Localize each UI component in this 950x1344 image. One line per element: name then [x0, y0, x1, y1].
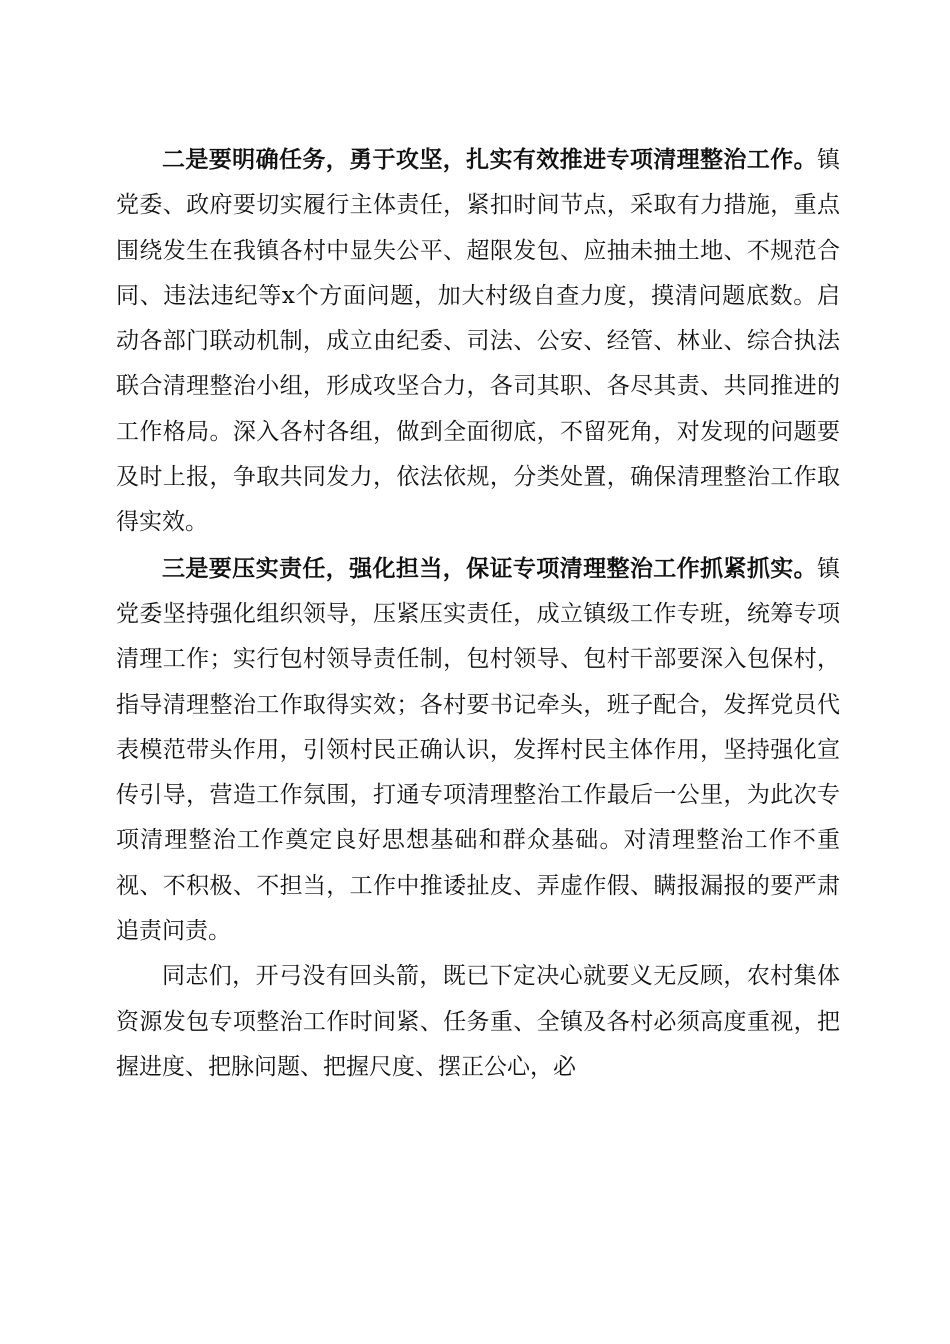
paragraph-task-lead: 二是要明确任务，勇于攻坚，扎实有效推进专项清理整治工作。: [162, 146, 817, 173]
paragraph-closing-body: 同志们，开弓没有回头箭，既已下定决心就要义无反顾，农村集体资源发包专项整治工作时间紧、任务重、全镇及各村必须高度重视，把握进度、把脉问题、把握尺度、摆正公心，必: [116, 963, 840, 1080]
paragraph-closing: [116, 954, 840, 1090]
paragraph-responsibility-lead: 三是要压实责任，强化担当，保证专项清理整治工作抓紧抓实。: [162, 554, 817, 582]
paragraph-task-body: 镇党委、政府要切实履行主体责任，紧扣时间节点，采取有力措施，重点围绕发生在我镇各村中显失公平、超限发包、应抽未抽土地、不规范合同、违法违纪等x个方面问题，加大村级自查力度，摸清问题底数。启动各部门联动机制，成立由纪委、司法、公安、经管、林业、综合执法联合清理整治小组，形成攻坚合力，各司其职、各尽其责、共同推进的工作格局。深入各村各组，做到全面彻底，不留死角，对发现的问题要及时上报，争取共同发力，依法依规，分类处置，确保清理整治工作取得实效。: [116, 147, 840, 536]
paragraph-task: [116, 137, 840, 546]
paragraph-responsibility: [116, 546, 840, 955]
paragraph-responsibility-body: 镇党委坚持强化组织领导，压紧压实责任，成立镇级工作专班，统筹专项清理工作；实行包村领导责任制，包村领导、包村干部要深入包保村，指导清理整治工作取得实效；各村要书记牵头，班子配合，发挥党员代表模范带头作用，引领村民正确认识，发挥村民主体作用，坚持强化宣传引导，营造工作氛围，打通专项清理整治工作最后一公里，为此次专项清理整治工作奠定良好思想基础和群众基础。对清理整治工作不重视、不积极、不担当，工作中推诿扯皮、弄虚作假、瞒报漏报的要严肃追责问责。: [116, 555, 840, 945]
document-body: [116, 137, 840, 1090]
